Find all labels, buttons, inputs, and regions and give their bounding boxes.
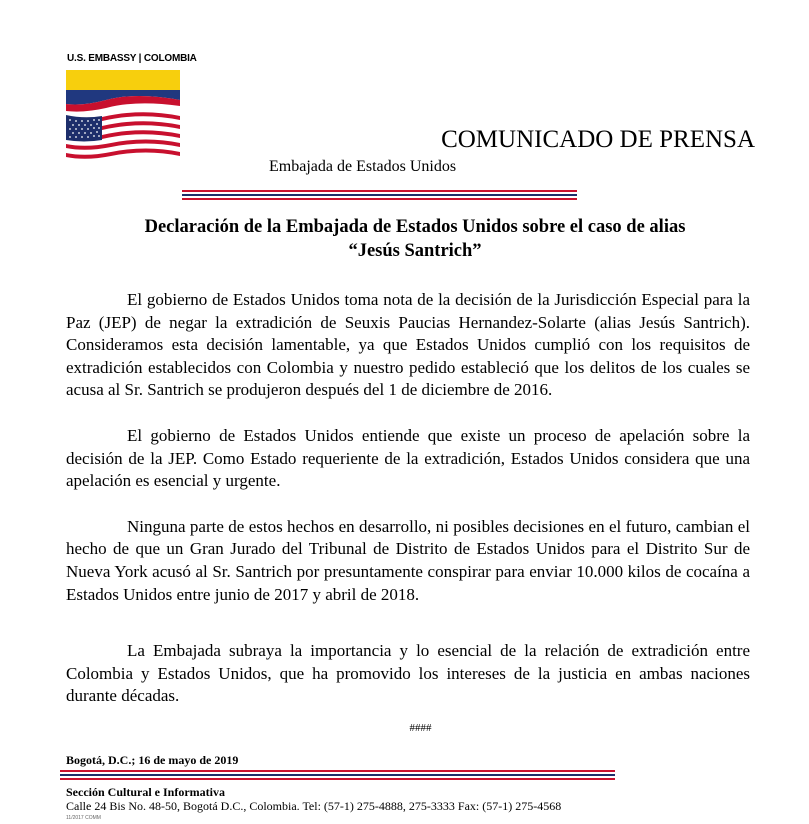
headline-line-2: “Jesús Santrich” <box>348 241 482 261</box>
colombia-flag-icon <box>66 70 180 112</box>
footer-rule-blue <box>60 774 615 776</box>
footer-rule-red-top <box>60 770 615 772</box>
header-rule-blue <box>182 194 577 196</box>
paragraph-3: Ninguna parte de estos hechos en desarrollo, ni posibles decisiones en el futuro, cambian el hecho de que un Gran Jurado del Tribunal de Distrito de Estados Unidos para el Distrito Sur de Nueva York acusó al Sr. Santrich por presuntamente conspirar para enviar 10.000 kilos de cocaína a Estados Unidos entre junio de 2017 y abril de 2018. <box>66 516 750 604</box>
press-release-title <box>0 126 755 154</box>
contact-address: Calle 24 Bis No. 48-50, Bogotá D.C., Colombia. Tel: (57-1) 275-4888, 275-3333 Fax: (57-1) 275-4568 <box>66 799 562 813</box>
document-code: 11/2017 COMM <box>66 815 101 821</box>
headline <box>60 215 770 263</box>
end-separator: #### <box>409 722 432 734</box>
header-rule-red-bottom <box>182 198 577 200</box>
footer-rule-red-bottom <box>60 778 615 780</box>
press-release-subtitle: Embajada de Estados Unidos <box>269 158 457 175</box>
paragraph-1: El gobierno de Estados Unidos toma nota de la decisión de la Jurisdicción Especial para la Paz (JEP) de negar la extradición de Seuxis Paucias Hernandez-Solarte (alias Jesús Santrich). Consideramos esta decisión lamentable, ya que Estados Unidos cumplió con los requisitos de extradición establecidos con Colombia y nuestro pedido estableció que los delitos de los cuales se acusa al Sr. Santrich se produjeron después del 1 de diciembre de 2016. <box>66 290 750 400</box>
dateline: Bogotá, D.C.; 16 de mayo de 2019 <box>66 753 239 767</box>
press-release-title-text: COMUNICADO DE PRENSA <box>441 126 755 153</box>
paragraph-4: La Embajada subraya la importancia y lo esencial de la relación de extradición entre Colombia y Estados Unidos, que ha promovido los intereses de la justicia en ambas naciones durante décadas. <box>66 641 750 706</box>
department-name: Sección Cultural e Informativa <box>66 785 225 799</box>
body-text <box>66 289 750 708</box>
headline-line-1: Declaración de la Embajada de Estados Unidos sobre el caso de alias <box>144 217 686 237</box>
paragraph-2: El gobierno de Estados Unidos entiende que existe un proceso de apelación sobre la decisión de la JEP. Como Estado requeriente de la extradición, Estados Unidos considera que una apelación es esencial y urgente. <box>66 425 750 491</box>
header-rule-red-top <box>182 190 577 192</box>
logo-caption: U.S. EMBASSY | COLOMBIA <box>67 53 197 64</box>
